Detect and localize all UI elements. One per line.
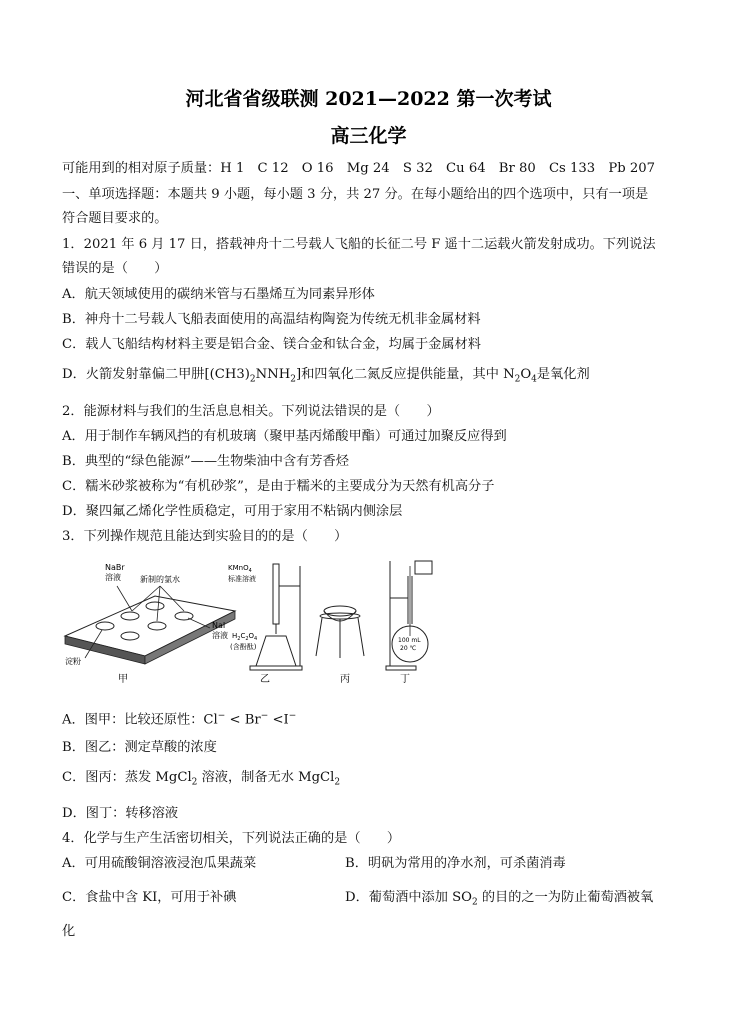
q3-stem: 3．下列操作规范且能达到实验目的的是（ ） (62, 529, 348, 544)
q4-option-a: A．可用硫酸铜溶液浸泡瓜果蔬菜 (62, 856, 257, 871)
q1-option-d: D．火箭发射靠偏二甲肼$[(CH3)_2NNH_2]$和四氧化二氮反应提供能量，其中 $N_2O_4$是氧化剂 (62, 367, 590, 385)
spot-plate-diagram (65, 563, 235, 666)
fig-caption-ding: 丁 (400, 674, 410, 685)
q1-option-a: A．航天领域使用的碳纳米管与石墨烯互为同素异形体 (62, 287, 375, 302)
transfer-diagram (386, 561, 432, 670)
q3-option-a: A．图甲：比较还原性：Cl− < Br− <I− (62, 711, 297, 728)
q2-option-a: A．用于制作车辆风挡的有机玻璃（聚甲基丙烯酸甲酯）可通过加聚反应得到 (62, 429, 507, 444)
section-heading: 一、单项选择题：本题共 9 小题，每小题 3 分，共 27 分。在每小题给出的四个选项中，只有一项是 (62, 187, 649, 202)
fig-label-starch: 淀粉 (65, 657, 81, 666)
exam-title: 河北省省级联测 2021—2022 第一次考试 (185, 88, 552, 110)
fig-caption-bing: 丙 (340, 674, 350, 685)
q2-option-c: C．糯米砂浆被称为“有机砂浆”，是由于糯米的主要成分为天然有机高分子 (62, 479, 495, 494)
evaporation-diagram (316, 606, 364, 658)
q2-option-b: B．典型的“绿色能源”——生物柴油中含有芳香烃 (62, 454, 349, 469)
q3-option-b: B．图乙：测定草酸的浓度 (62, 740, 217, 755)
q4-option-d: D．葡萄酒中添加 $SO_2$ 的目的之一为防止葡萄酒被氧 (345, 890, 654, 908)
titration-diagram (228, 564, 302, 670)
fig-label-chlorine-water: 新制的氯水 (140, 575, 180, 584)
fig-label-phenolphthalein: (含酚酞) (230, 643, 257, 651)
fig-label-h2c2o4: $H_2C_2O_4$ (232, 632, 258, 642)
fig-label-kmno4: KMnO$_4$ (228, 564, 252, 574)
fig-label-temperature: 20 ℃ (400, 645, 417, 652)
fig-caption-jia: 甲 (118, 674, 128, 685)
q2-option-d: D．聚四氟乙烯化学性质稳定，可用于家用不粘锅内侧涂层 (62, 504, 403, 519)
apparatus-figure (60, 556, 460, 688)
exam-subtitle: 高三化学 (330, 125, 407, 147)
q1-option-b: B．神舟十二号载人飞船表面使用的高温结构陶瓷为传统无机非金属材料 (62, 312, 481, 327)
q1-option-c: C．载人飞船结构材料主要是铝合金、镁合金和钛合金，均属于金属材料 (62, 337, 481, 352)
fig-label-standard-solution: 标准溶液 (228, 575, 256, 583)
q4-option-d-cont: 化 (62, 924, 76, 939)
q3-option-c: C．图丙：蒸发 MgCl$_2$ 溶液，制备无水 MgCl$_2$ (62, 770, 341, 788)
section-heading-cont: 符合题目要求的。 (62, 211, 168, 226)
q4-option-c: C．食盐中含 KI，可用于补碘 (62, 890, 237, 905)
q4-option-b: B．明矾为常用的净水剂，可杀菌消毒 (345, 856, 566, 871)
q1-stem: 1．2021 年 6 月 17 日，搭载神舟十二号载人飞船的长征二号 F 遥十二运载火箭发射成功。下列说法 (62, 237, 656, 252)
q3-option-d: D．图丁：转移溶液 (62, 806, 179, 821)
q1-stem-cont: 错误的是（ ） (62, 261, 168, 276)
fig-label-nai-solution: 溶液 (212, 631, 228, 640)
fig-label-nabr-solution: 溶液 (105, 573, 121, 582)
q2-stem: 2．能源材料与我们的生活息息相关。下列说法错误的是（ ） (62, 404, 440, 419)
fig-caption-yi: 乙 (260, 674, 270, 685)
q4-stem: 4．化学与生产生活密切相关，下列说法正确的是（ ） (62, 831, 401, 846)
fig-label-nabr: NaBr (105, 563, 125, 572)
fig-label-volume: 100 mL (398, 637, 421, 644)
atomic-masses: 可能用到的相对原子质量：H 1 C 12 O 16 Mg 24 S 32 Cu 64 Br 80 Cs 133 Pb 207 (62, 161, 656, 176)
fig-label-nai: NaI (212, 621, 226, 630)
